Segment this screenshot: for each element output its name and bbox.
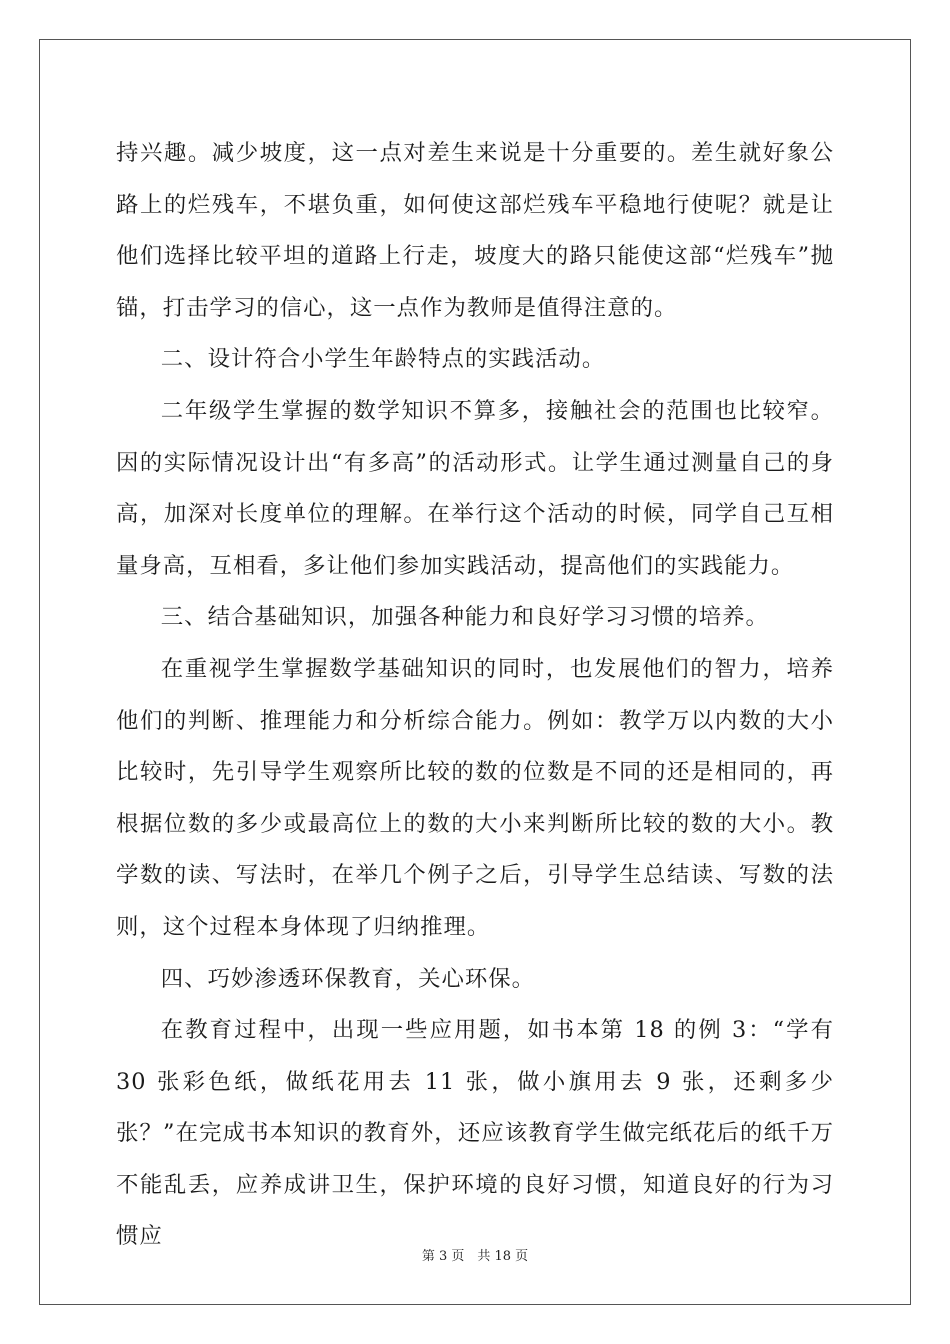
document-body — [116, 128, 834, 1263]
paragraph-5: 在重视学生掌握数学基础知识的同时，也发展他们的智力，培养他们的判断、推理能力和分析综合能力。例如：教学万以内数的大小比较时，先引导学生观察所比较的数的位数是不同的还是相同的，再根据位数的多少或最高位上的数的大小来判断所比较的数的大小。教学数的读、写法时，在举几个例子之后，引导学生总结读、写数的法则，这个过程本身体现了归纳推理。 — [116, 655, 834, 940]
paragraph-3: 二年级学生掌握的数学知识不算多，接触社会的范围也比较窄。因的实际情况设计出“有多高”的活动形式。让学生通过测量自己的身高，加深对长度单位的理解。在举行这个活动的时候，同学自己互相量身高，互相看，多让他们参加实践活动，提高他们的实践能力。 — [116, 397, 834, 579]
heading-2: 二、设计符合小学生年龄特点的实践活动。 — [160, 346, 606, 373]
paragraph-7: 在教育过程中，出现一些应用题，如书本第 18 的例 3：“学有 30 张彩色纸，做纸花用去 11 张，做小旗用去 9 张，还剩多少张？”在完成书本知识的教育外，还应该教育学生做完纸花后的纸千万不能乱丢，应养成讲卫生，保护环境的良好习惯，知道良好的行为习惯应 — [116, 1017, 834, 1250]
page-footer: 第 3 页 共 18 页 — [421, 1249, 529, 1264]
heading-4: 四、巧妙渗透环保教育，关心环保。 — [160, 965, 536, 992]
paragraph-1: 持兴趣。减少坡度，这一点对差生来说是十分重要的。差生就好象公路上的烂残车，不堪负重，如何使这部烂残车平稳地行使呢？就是让他们选择比较平坦的道路上行走，坡度大的路只能使这部“烂残车”抛锚，打击学习的信心，这一点作为教师是值得注意的。 — [116, 140, 834, 321]
heading-3: 三、结合基础知识，加强各种能力和良好学习习惯的培养。 — [160, 604, 769, 631]
